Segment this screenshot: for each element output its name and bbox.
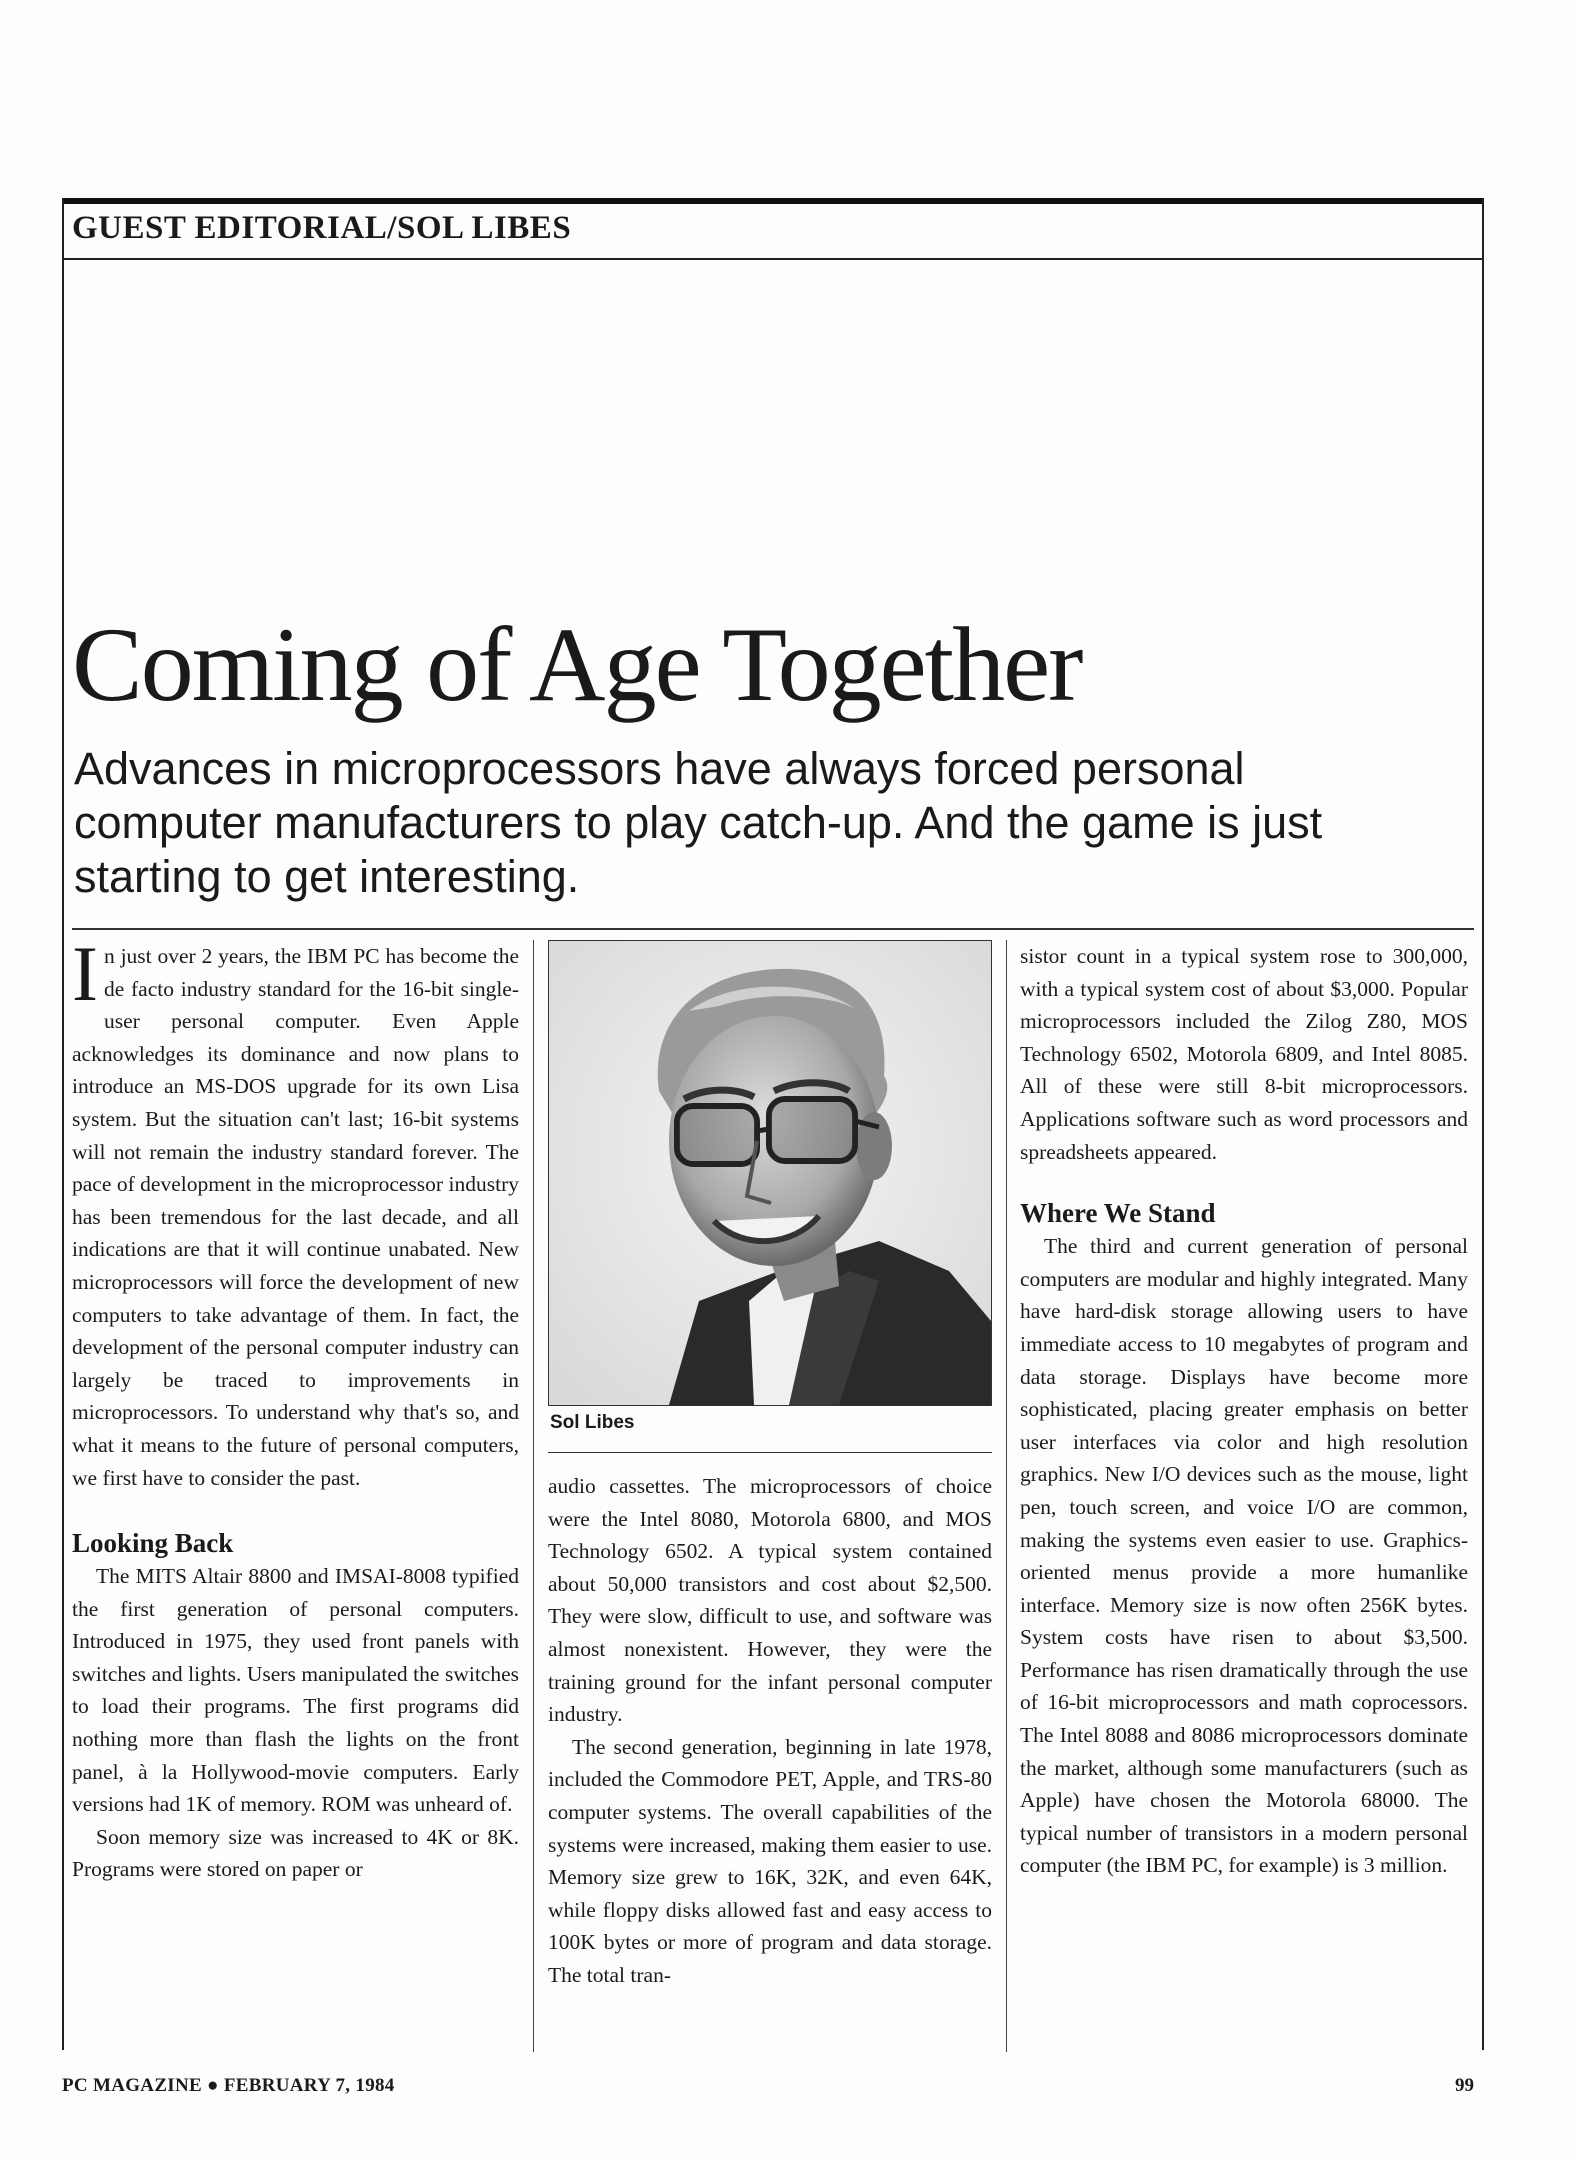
headline: Coming of Age Together (72, 606, 1082, 723)
column-2 (548, 1470, 992, 1992)
column-3 (1020, 940, 1468, 1882)
paragraph: The second generation, beginning in late 1978, included the Commodore PET, Apple, and TRS-80 computer systems. The overall capabilities of the systems were increased, making them easier to use. Memory size grew to 16K, 32K, and even 64K, while floppy disks allowed fast and easy access to 100K bytes or more of program and data storage. The total tran- (548, 1734, 992, 1987)
deck: Advances in microprocessors have always forced personal computer manufacturers to play catch-up. And the game is just starting to get interesting. (74, 743, 1323, 902)
intro-text: n just over 2 years, the IBM PC has become the de facto industry standard for the 16-bit single-user personal computer. Even Apple acknowledges its dominance and now plans to introduce an MS-DOS upgrade for its own Lisa system. But the situation can't last; 16-bit systems will not remain the industry standard forever. The pace of development in the microprocessor industry has been tremendous for the last decade, and all indications are that it will continue unabated. New microprocessors will force the development of new computers to take advantage of them. In fact, the development of the personal computer industry can largely be traced to improvements in microprocessors. To understand why that's so, and what it means to the future of personal computers, we first have to consider the past. (72, 944, 519, 1490)
paragraph: audio cassettes. The microprocessors of choice were the Intel 8080, Motorola 6800, and MOS Technology 6502. A typical system contained about 50,000 transistors and cost about $2,500. They were slow, difficult to use, and software was almost nonexistent. However, they were the training ground for the infant personal computer industry. (548, 1474, 992, 1727)
column-1 (72, 930, 519, 1886)
subhead-looking-back: Looking Back (72, 1528, 234, 1559)
footer-publication: PC MAGAZINE ● FEBRUARY 7, 1984 (62, 2075, 395, 2096)
portrait-image (549, 941, 991, 1405)
header-rule (62, 258, 1484, 260)
drop-cap: I (72, 930, 98, 1017)
caption-rule (548, 1452, 992, 1453)
deck-rule (72, 928, 1474, 930)
paragraph: The third and current generation of personal computers are modular and highly integrated. Many have hard-disk storage allowing users to have immediate access to 10 megabytes of program and data storage. Displays have become more sophisticated, placing greater emphasis on better user interfaces via color and high resolution graphics. New I/O devices such as the mouse, light pen, touch screen, and voice I/O are common, making the systems even easier to use. Graphics-oriented menus provide a more humanlike interface. Memory size is now often 256K bytes. System costs have risen to about $3,500. Performance has risen dramatically through the use of 16-bit microprocessors and math coprocessors. The Intel 8088 and 8086 microprocessors dominate the market, although some manufacturers (such as Apple) have chosen the Motorola 68000. The typical number of transistors in a modern personal computer (the IBM PC, for example) is 3 million. (1020, 1234, 1468, 1878)
subhead-where-we-stand: Where We Stand (1020, 1198, 1216, 1229)
paragraph: The MITS Altair 8800 and IMSAI-8008 typified the first generation of personal computers. Introduced in 1975, they used front panels with switches and lights. Users manipulated the switches to load their programs. The first programs did nothing more than flash the lights on the front panel, à la Hollywood-movie computers. Early versions had 1K of memory. ROM was unheard of. (72, 1564, 519, 1817)
photo-caption: Sol Libes (550, 1412, 635, 1433)
paragraph: sistor count in a typical system rose to 300,000, with a typical system cost of about $3,000. Popular microprocessors included the Zilog Z80, MOS Technology 6502, Motorola 6809, and Intel 8085. All of these were still 8-bit microprocessors. Applications software such as word processors and spreadsheets appeared. (1020, 944, 1468, 1164)
column-divider (1006, 940, 1007, 2052)
page-number: 99 (1455, 2075, 1474, 2096)
section-label: GUEST EDITORIAL/SOL LIBES (72, 210, 572, 246)
intro-paragraph (72, 930, 519, 1494)
author-photo (548, 940, 992, 1406)
paragraph: Soon memory size was increased to 4K or 8K. Programs were stored on paper or (72, 1824, 519, 1882)
column-divider (533, 940, 534, 2052)
